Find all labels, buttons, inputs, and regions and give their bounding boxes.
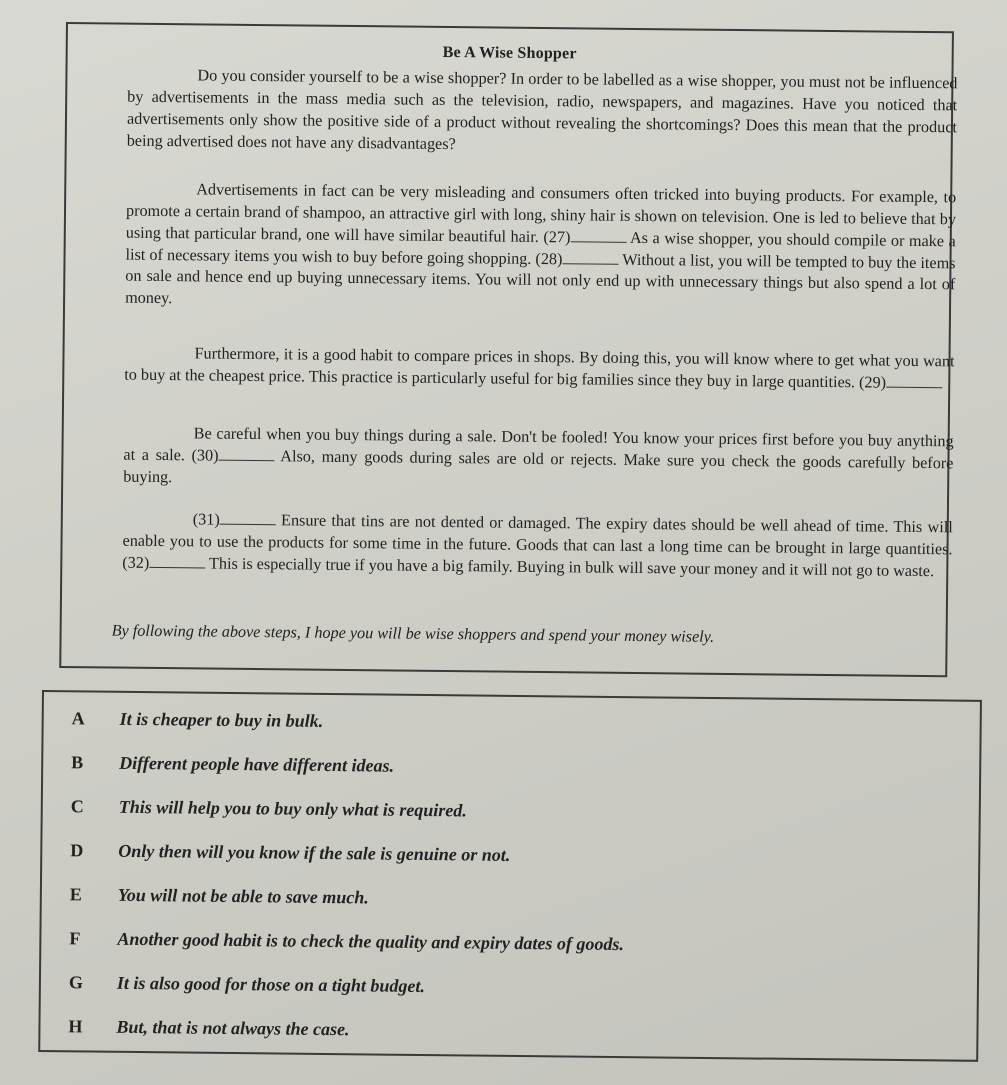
- paragraph-4-text-a: Be careful when you buy things during a sale. Don't be fooled! You know your prices first before you buy anything at a sale. (30): [123, 424, 954, 465]
- option-h-letter: H: [68, 1016, 83, 1037]
- option-c-letter: C: [70, 796, 84, 817]
- blank-32[interactable]: [149, 555, 205, 569]
- passage-box: [59, 22, 958, 677]
- option-b-letter: B: [71, 752, 84, 773]
- paragraph-2: [125, 179, 956, 318]
- option-h: [41, 1016, 941, 1040]
- option-f: [42, 928, 942, 955]
- option-b-text: Different people have different ideas.: [119, 752, 395, 776]
- paragraph-5-text-b: Ensure that tins are not dented or damaged. The expiry dates should be well ahead of time. This will enable you to use the products for some time in the future. Goods that can last a long time can be brought in large quantities. (32): [122, 511, 953, 572]
- paragraph-2-text-c: Without a list, you will be tempted to buy the items on sale and hence end up buying unnecessary items. You will not only end up with unnecessary things but also spend a lot of money.: [125, 250, 956, 308]
- paragraph-3: [124, 343, 954, 395]
- blank-29[interactable]: [886, 375, 942, 389]
- blank-28[interactable]: [562, 251, 618, 265]
- option-g-text: It is also good for those on a tight budget.: [116, 972, 426, 997]
- option-d: [42, 840, 942, 865]
- options-box: [38, 690, 982, 1062]
- paragraph-2-text-a: Advertisements in fact can be very misleading and consumers often tricked into buying products. For example, to promote a certain brand of shampoo, an attractive girl with long, shiny hair is shown on television. One is led to believe that by using that particular brand, one will have similar beautiful hair. (27): [125, 180, 957, 247]
- option-e: [42, 884, 942, 908]
- option-f-text: Another good habit is to check the quality and expiry dates of goods.: [117, 928, 624, 955]
- option-c-text: This will help you to buy only what is required.: [118, 796, 467, 821]
- option-a-text: It is cheaper to buy in bulk.: [119, 708, 324, 731]
- option-a: [44, 708, 944, 731]
- paragraph-4: [123, 423, 954, 497]
- option-e-text: You will not be able to save much.: [117, 884, 369, 908]
- option-g-letter: G: [68, 972, 84, 993]
- option-c: [43, 796, 943, 821]
- paragraph-3-text: Furthermore, it is a good habit to compare prices in shops. By doing this, you will know where to get what you want to buy at the cheapest price. This practice is particularly useful for big families since they buy in large quantities. (29): [124, 344, 955, 392]
- blank-30[interactable]: [218, 448, 274, 462]
- option-g: [41, 972, 941, 997]
- option-b: [43, 752, 943, 776]
- paragraph-6: [112, 621, 952, 652]
- option-f-letter: F: [69, 928, 81, 949]
- option-d-letter: D: [70, 840, 84, 861]
- paragraph-5-text-a: (31): [192, 510, 220, 529]
- paragraph-6-text: By following the above steps, I hope you will be wise shoppers and spend your money wisely.: [111, 621, 715, 647]
- option-e-letter: E: [69, 884, 82, 905]
- option-d-text: Only then will you know if the sale is genuine or not.: [118, 840, 511, 865]
- paragraph-1-text: Do you consider yourself to be a wise shopper? In order to be labelled as a wise shopper, you must not be influenced by advertisements in the mass media such as the television, radio, newspapers, and magazines. Have you noticed that advertisements only show the positive side of a product without revealing the shortcomings? Does this mean that the product being advertised does not have any disadvantages?: [126, 66, 958, 153]
- blank-31[interactable]: [220, 512, 276, 526]
- blank-27[interactable]: [570, 229, 626, 243]
- option-h-text: But, that is not always the case.: [116, 1016, 350, 1040]
- paragraph-1: [127, 65, 958, 161]
- paragraph-5: [122, 509, 953, 583]
- option-a-letter: A: [71, 708, 85, 729]
- passage-title: Be A Wise Shopper: [442, 43, 577, 63]
- paragraph-4-text-b: Also, many goods during sales are old or rejects. Make sure you check the goods carefully before buying.: [123, 447, 954, 486]
- paragraph-5-text-c: This is especially true if you have a big family. Buying in bulk will save your money and it will not go to waste.: [208, 554, 935, 580]
- paragraph-2-text-b: As a wise shopper, you should compile or make a list of necessary items you wish to buy before going shopping. (28): [125, 228, 956, 268]
